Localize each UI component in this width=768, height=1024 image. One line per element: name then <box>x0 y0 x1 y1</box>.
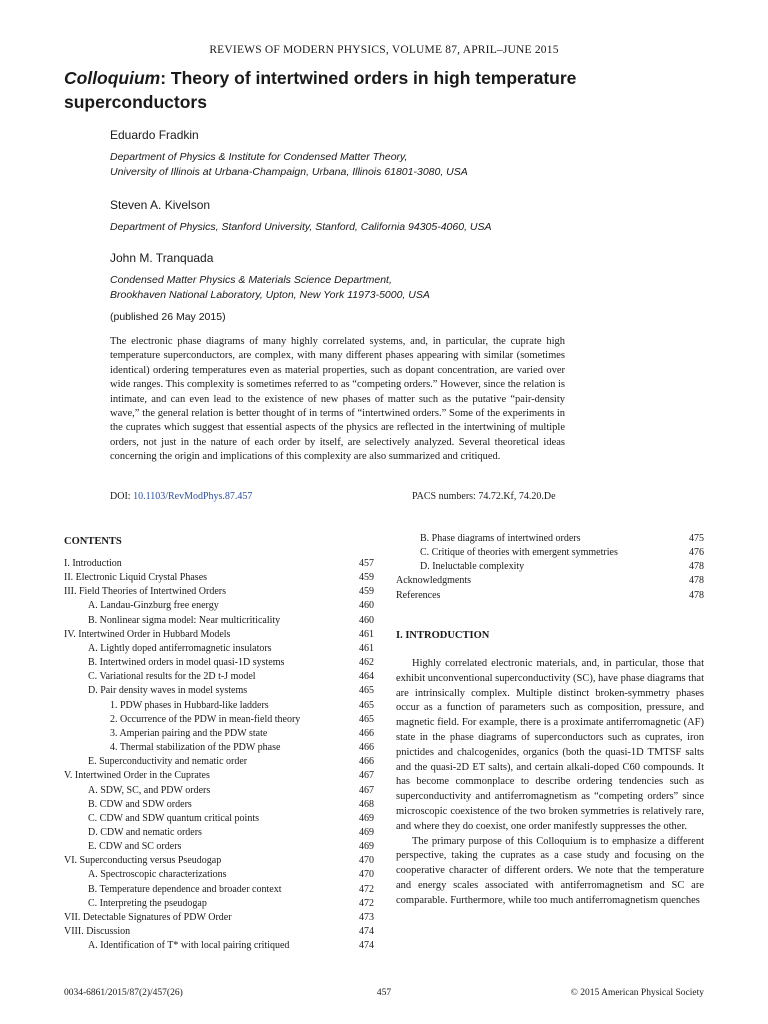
toc-entry-title: B. Phase diagrams of intertwined orders <box>420 533 581 544</box>
toc-entry-page: 476 <box>689 547 704 559</box>
toc-entry-title: D. Pair density waves in model systems <box>88 685 248 697</box>
toc-entry-page: 469 <box>359 826 374 838</box>
title-rest: : Theory of intertwined orders in high temperature superconductors <box>64 68 577 112</box>
author-affiliation: Condensed Matter Physics & Materials Science Department, <box>110 274 392 286</box>
toc-entry-title: C. Interpreting the pseudogap <box>88 897 207 909</box>
toc-entry-page: 467 <box>359 770 374 782</box>
toc-entry-title: C. Critique of theories with emergent symmetries <box>420 547 618 559</box>
toc-entry[interactable] <box>64 798 374 812</box>
toc-entry-title: B. Temperature dependence and broader context <box>88 883 282 895</box>
toc-entry[interactable] <box>64 812 374 826</box>
toc-entry[interactable] <box>396 546 704 560</box>
toc-entry[interactable] <box>64 840 374 854</box>
toc-entry-page: 470 <box>359 855 374 867</box>
author-block <box>110 128 468 180</box>
toc-entry[interactable] <box>64 826 374 840</box>
toc-entry-page: 457 <box>359 558 374 569</box>
toc-entry[interactable] <box>64 713 374 727</box>
author-affiliation: Department of Physics & Institute for Condensed Matter Theory, <box>110 151 408 163</box>
contents-list-right <box>396 532 704 603</box>
toc-entry-title: IV. Intertwined Order in Hubbard Models <box>64 628 231 640</box>
journal-header: REVIEWS OF MODERN PHYSICS, VOLUME 87, APRIL–JUNE 2015 <box>209 44 559 56</box>
publication-date: (published 26 May 2015) <box>110 311 226 323</box>
doi-link[interactable]: 10.1103/RevModPhys.87.457 <box>133 491 253 502</box>
toc-entry-title: C. Variational results for the 2D t-J model <box>88 671 256 683</box>
toc-entry[interactable] <box>64 614 374 628</box>
toc-entry-title: B. Intertwined orders in model quasi-1D systems <box>88 657 285 669</box>
toc-entry-page: 474 <box>359 926 374 938</box>
toc-entry[interactable] <box>64 868 374 882</box>
toc-entry-title: II. Electronic Liquid Crystal Phases <box>64 572 208 584</box>
toc-entry[interactable] <box>64 628 374 642</box>
toc-entry[interactable] <box>64 939 374 953</box>
toc-entry-page: 469 <box>359 812 374 824</box>
toc-entry-page: 466 <box>359 756 374 768</box>
contents-list-left <box>64 557 374 953</box>
toc-entry-title: 1. PDW phases in Hubbard-like ladders <box>110 699 269 711</box>
introduction-text <box>396 657 704 909</box>
toc-entry-page: 474 <box>359 940 374 952</box>
toc-entry[interactable] <box>64 656 374 670</box>
toc-entry[interactable] <box>64 854 374 868</box>
toc-entry-title: References <box>396 589 441 601</box>
toc-entry-page: 472 <box>359 883 374 895</box>
toc-entry-page: 461 <box>359 628 374 640</box>
copyright: © 2015 American Physical Society <box>570 988 704 998</box>
toc-entry-title: 3. Amperian pairing and the PDW state <box>110 727 268 739</box>
author-affiliation: Department of Physics, Stanford University, Stanford, California 94305-4060, USA <box>110 221 492 233</box>
author-block <box>110 198 492 235</box>
toc-entry-page: 478 <box>689 561 704 573</box>
toc-entry[interactable] <box>64 557 374 571</box>
paragraph: Highly correlated electronic materials, and, in particular, those that exhibit unconventional superconductivity (SC), have phase diagrams that are intrinsically complex. Multiple distinct broken-symmetry phases occur as a function of parameters such as composition, pressure, and magnetic field. For example, there is a proximate antiferromagnetic (AF) state in the phase diagrams of superconductors such as cuprates, iron pnictides and chalcogenides, organics (both the quasi-1D TMTSF salts and the quasi-2D ET salts), and certain alkali-doped C60 compounds. It has become commonplace to describe ordering tendencies such as superconductivity and antiferromagnetism as “competing orders” since microscopic coexistence of the two broken symmetries is relatively rare, and where they do coexist, one order manifestly suppresses the other. <box>396 658 704 832</box>
toc-entry-title: V. Intertwined Order in the Cuprates <box>64 770 210 782</box>
author-affiliation: Brookhaven National Laboratory, Upton, New York 11973-5000, USA <box>110 289 430 301</box>
toc-entry-page: 464 <box>359 671 374 683</box>
abstract: The electronic phase diagrams of many highly correlated systems, and, in particular, the cuprate high temperature superconductors, are complex, with many different phases appearing with similar (sometimes identical) ordering temperatures even as material properties, such as dopant concentration, are varied over wide ranges. This complexity is sometimes referred to as “competing orders.” However, since the relation is intimate, and can even lead to the existence of new phases of matter such as the putative “pair-density wave,” the general relation is better thought of in terms of “intertwined orders.” Some of the experiments in the cuprates which suggest that essential aspects of the physics are reflected in the intertwining of multiple orders, not just in the nature of each order by itself, are selectively analyzed. Several theoretical ideas concerning the origin and implications of this complexity are also summarized and critiqued. <box>110 336 565 463</box>
toc-entry[interactable] <box>64 755 374 769</box>
toc-entry[interactable] <box>64 897 374 911</box>
toc-entry[interactable] <box>64 741 374 755</box>
toc-entry-title: A. SDW, SC, and PDW orders <box>88 784 211 796</box>
toc-entry[interactable] <box>64 670 374 684</box>
toc-entry-page: 462 <box>359 657 374 669</box>
paper-title <box>64 66 664 114</box>
paragraph: The primary purpose of this Colloquium is to emphasize a different perspective, taking the cuprates as a case study and focusing on the cooperative character of different orders. We note that the temperature and energy scales associated with antiferromagnetism and SC are comparable. Furthermore, while too much antiferromagnetism quenches <box>396 835 704 906</box>
toc-entry-page: 465 <box>359 699 374 711</box>
toc-entry-title: B. Nonlinear sigma model: Near multicriticality <box>88 614 281 626</box>
toc-entry-page: 469 <box>359 841 374 853</box>
toc-entry-title: VIII. Discussion <box>64 926 131 938</box>
toc-entry[interactable] <box>64 784 374 798</box>
toc-entry-page: 466 <box>359 727 374 739</box>
doi <box>110 491 252 502</box>
toc-entry[interactable] <box>64 925 374 939</box>
toc-entry-title: I. Introduction <box>64 558 122 569</box>
toc-entry-title: E. CDW and SC orders <box>88 841 182 853</box>
toc-entry[interactable] <box>64 585 374 599</box>
toc-entry[interactable] <box>64 911 374 925</box>
toc-entry-title: 4. Thermal stabilization of the PDW phase <box>110 742 281 754</box>
toc-entry[interactable] <box>396 560 704 574</box>
toc-entry-page: 478 <box>689 589 704 601</box>
title-prefix: Colloquium <box>64 68 161 88</box>
toc-entry-page: 460 <box>359 614 374 626</box>
toc-entry-page: 460 <box>359 600 374 612</box>
toc-entry-page: 461 <box>359 642 374 654</box>
author-name: Eduardo Fradkin <box>110 128 199 142</box>
toc-entry-title: III. Field Theories of Intertwined Orders <box>64 586 226 598</box>
section-heading: I. INTRODUCTION <box>396 630 490 641</box>
pacs-numbers: PACS numbers: 74.72.Kf, 74.20.De <box>412 491 556 502</box>
toc-entry-title: A. Landau-Ginzburg free energy <box>88 600 219 612</box>
toc-entry-page: 459 <box>359 586 374 598</box>
toc-entry-page: 478 <box>689 575 704 587</box>
toc-entry-page: 466 <box>359 742 374 754</box>
toc-entry-title: A. Lightly doped antiferromagnetic insulators <box>88 642 272 654</box>
footer-code: 0034-6861/2015/87(2)/457(26) <box>64 988 183 998</box>
toc-entry-page: 465 <box>359 685 374 697</box>
toc-entry[interactable] <box>64 883 374 897</box>
toc-entry-page: 472 <box>359 897 374 909</box>
toc-entry-page: 470 <box>359 869 374 881</box>
toc-entry[interactable] <box>396 532 704 546</box>
contents-title: CONTENTS <box>64 536 122 547</box>
toc-entry-page: 467 <box>359 784 374 796</box>
author-name: Steven A. Kivelson <box>110 198 211 212</box>
author-affiliation: University of Illinois at Urbana-Champaign, Urbana, Illinois 61801-3080, USA <box>110 166 468 178</box>
toc-entry-page: 459 <box>359 572 374 584</box>
toc-entry[interactable] <box>64 599 374 613</box>
author-name: John M. Tranquada <box>110 251 214 265</box>
toc-entry-title: D. Ineluctable complexity <box>420 561 525 573</box>
toc-entry-title: B. CDW and SDW orders <box>88 798 192 810</box>
toc-entry-title: VII. Detectable Signatures of PDW Order <box>64 911 232 923</box>
toc-entry[interactable] <box>64 642 374 656</box>
toc-entry[interactable] <box>64 699 374 713</box>
toc-entry[interactable] <box>396 589 704 603</box>
toc-entry-page: 465 <box>359 713 374 725</box>
toc-entry-page: 475 <box>689 533 704 544</box>
toc-entry-page: 473 <box>359 911 374 923</box>
toc-entry[interactable] <box>64 727 374 741</box>
toc-entry-title: D. CDW and nematic orders <box>88 826 202 838</box>
toc-entry[interactable] <box>64 684 374 698</box>
toc-entry-title: E. Superconductivity and nematic order <box>88 756 248 768</box>
toc-entry[interactable] <box>396 574 704 588</box>
toc-entry-title: C. CDW and SDW quantum critical points <box>88 812 260 824</box>
toc-entry-title: A. Identification of T* with local pairing critiqued <box>88 940 290 952</box>
toc-entry-title: VI. Superconducting versus Pseudogap <box>64 855 222 867</box>
author-block <box>110 251 430 303</box>
toc-entry-title: 2. Occurrence of the PDW in mean-field theory <box>110 713 301 725</box>
toc-entry-title: Acknowledgments <box>396 575 471 587</box>
toc-entry-page: 468 <box>359 798 374 810</box>
toc-entry[interactable] <box>64 769 374 783</box>
toc-entry[interactable] <box>64 571 374 585</box>
doi-label: DOI: <box>110 491 134 502</box>
page-number: 457 <box>376 988 392 998</box>
toc-entry-title: A. Spectroscopic characterizations <box>88 869 227 881</box>
